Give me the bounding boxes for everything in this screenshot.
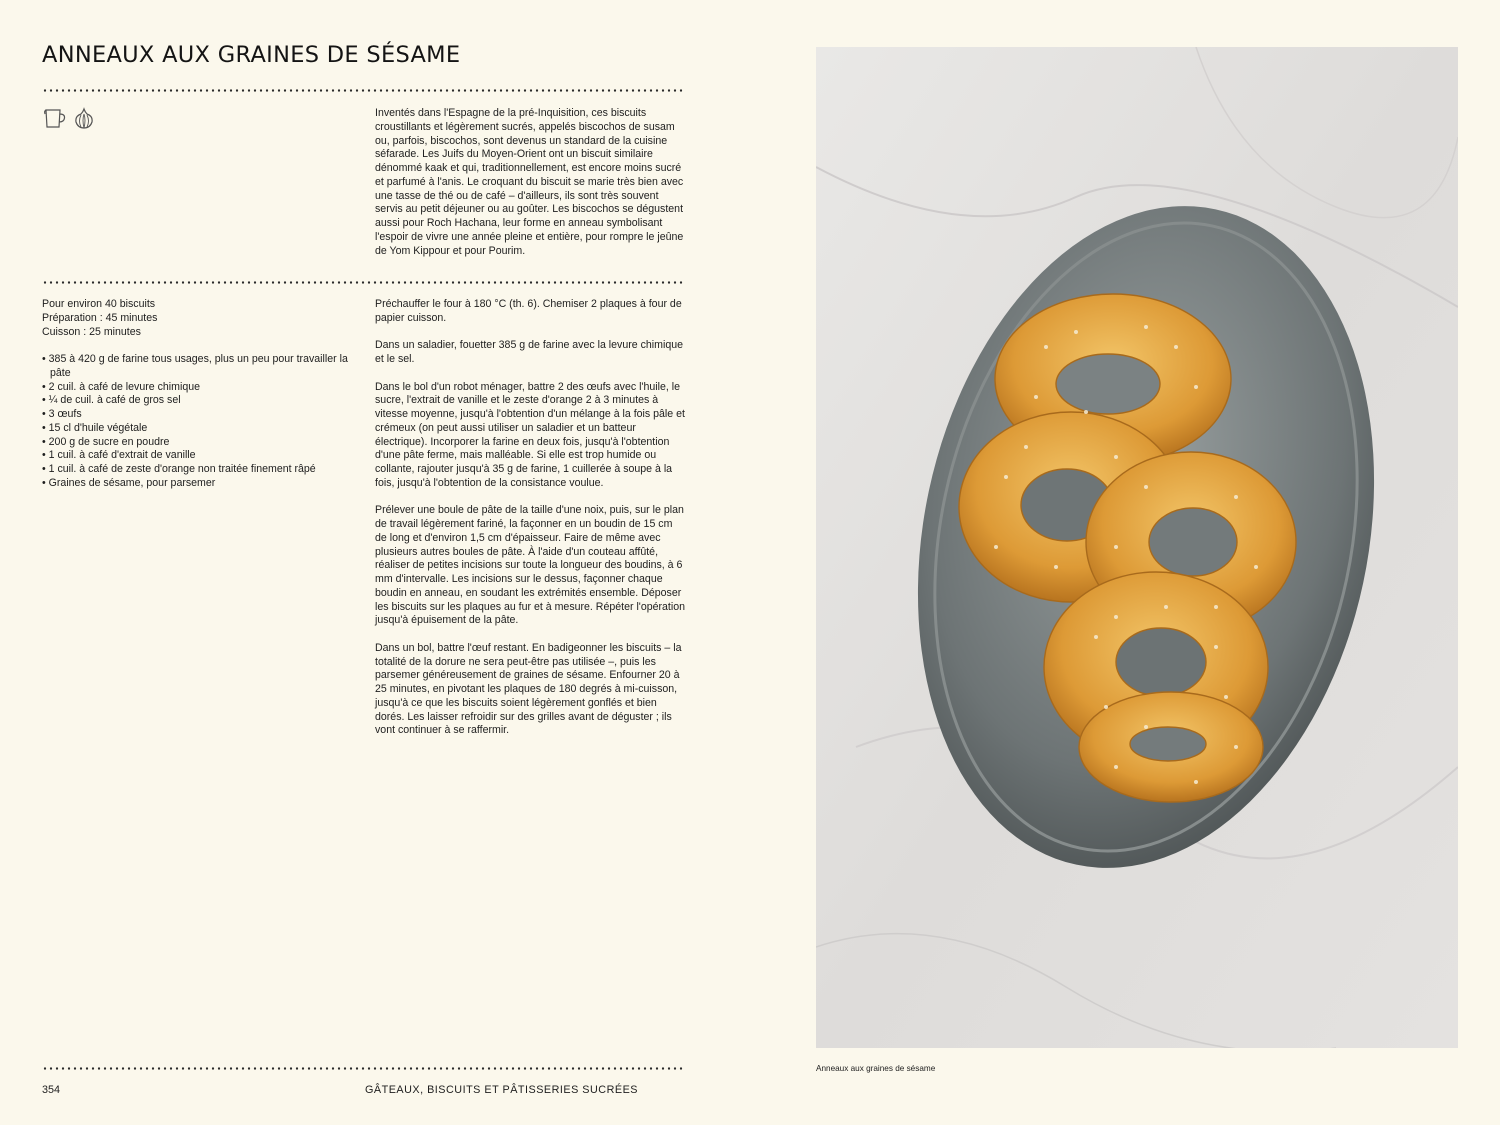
dotted-divider xyxy=(42,281,684,284)
ingredient-item: • 1 cuil. à café d'extrait de vanille xyxy=(42,449,367,463)
method-step: Dans le bol d'un robot ménager, battre 2 des œufs avec l'huile, le sucre, l'extrait de vanille et le zeste d'orange 2 à 3 minutes à vitesse moyenne, jusqu'à l'obtention d'un mélange à la fois pâle et crémeux (on peut aussi utiliser un saladier et un batteur électrique). Incorporer la farine en deux fois, jusqu'à l'obtention d'une pâte ferme, mais malléable. Si elle est trop humide ou collante, rajouter jusqu'à 35 g de farine, 1 cuillerée à soupe à la fois, jusqu'à l'obtention de la consistance voulue. xyxy=(375,380,685,489)
method-step: Dans un saladier, fouetter 385 g de farine avec la levure chimique et le sel. xyxy=(375,339,683,365)
ingredient-item: • 385 à 420 g de farine tous usages, plus un peu pour travailler la pâte xyxy=(42,353,367,381)
photo-illustration xyxy=(816,47,1458,1048)
dotted-divider xyxy=(42,1067,684,1070)
ingredient-item: • 3 œufs xyxy=(42,408,367,422)
photo-caption: Anneaux aux graines de sésame xyxy=(816,1064,936,1073)
intro-text xyxy=(375,107,685,258)
ingredient-list xyxy=(42,353,367,491)
recipe-photo xyxy=(816,47,1458,1048)
method-step: Préchauffer le four à 180 °C (th. 6). Chemiser 2 plaques à four de papier cuisson. xyxy=(375,298,682,324)
recipe-meta xyxy=(42,298,362,339)
intro-paragraph: Inventés dans l'Espagne de la pré-Inquisition, ces biscuits croustillants et légèrement sucrés, appelés biscochos de susam ou, parfois, biscochos, sont devenus un standard de la cuisine séfarade. Les Juifs du Moyen-Orient ont un biscuit similaire dénommé kaak et qui, traditionnellement, est encore moins sucré et parfumé à l'anis. Le croquant du biscuit se marie très bien avec une tasse de thé ou de café – d'ailleurs, ils sont très souvent servis au petit déjeuner ou au goûter. Les biscochos se dégustent aussi pour Roch Hachana, leur forme en anneau symbolisant l'espoir de vivre une année pleine et entière, pour rompre le jeûne de Yom Kippour et pour Pourim. xyxy=(375,107,684,257)
ingredient-item: • 2 cuil. à café de levure chimique xyxy=(42,381,367,395)
ingredient-item: • 15 cl d'huile végétale xyxy=(42,422,367,436)
dotted-divider xyxy=(42,89,684,92)
ingredient-item: • 200 g de sucre en poudre xyxy=(42,436,367,450)
prep-time: Préparation : 45 minutes xyxy=(42,311,158,324)
method-steps xyxy=(375,298,687,752)
yield-text: Pour environ 40 biscuits xyxy=(42,298,156,310)
icon-row xyxy=(43,107,95,129)
section-title: GÂTEAUX, BISCUITS ET PÂTISSERIES SUCRÉES xyxy=(365,1084,638,1096)
method-step: Dans un bol, battre l'œuf restant. En badigeonner les biscuits – la totalité de la dorure ne sera peut-être pas utilisée –, puis les parsemer généreusement de graines de sésame. Enfourner 20 à 25 minutes, en pivotant les plaques de 180 degrés à mi-cuisson, jusqu'à ce que les biscuits soient légèrement gonflés et bien dorés. Les laisser refroidir sur des grilles avant de déguster ; ils vont continuer à se raffermir. xyxy=(375,641,682,737)
cook-time: Cuisson : 25 minutes xyxy=(42,325,141,338)
ingredient-item: • 1 cuil. à café de zeste d'orange non traitée finement râpé xyxy=(42,463,367,477)
method-step: Prélever une boule de pâte de la taille d'une noix, puis, sur le plan de travail légèrement fariné, la façonner en un boudin de 15 cm de long et d'environ 1,5 cm d'épaisseur. Faire de même avec plusieurs autres boules de pâte. À l'aide d'un couteau affûté, réaliser de petites incisions sur toute la longueur des boudins, à 6 mm d'intervalle. Les incisions sur le dessus, façonner chaque boudin en anneau, en soudant les extrémités ensemble. Déposer les biscuits sur les plaques au fur et à mesure. Répéter l'opération jusqu'à épuisement de la pâte. xyxy=(375,504,685,627)
ingredient-item: • ¼ de cuil. à café de gros sel xyxy=(42,394,367,408)
pitcher-icon xyxy=(43,107,69,129)
recipe-title: ANNEAUX AUX GRAINES DE SÉSAME xyxy=(42,42,461,68)
page-number: 354 xyxy=(42,1084,61,1096)
ingredient-item: • Graines de sésame, pour parsemer xyxy=(42,477,367,491)
garlic-icon xyxy=(73,107,95,129)
